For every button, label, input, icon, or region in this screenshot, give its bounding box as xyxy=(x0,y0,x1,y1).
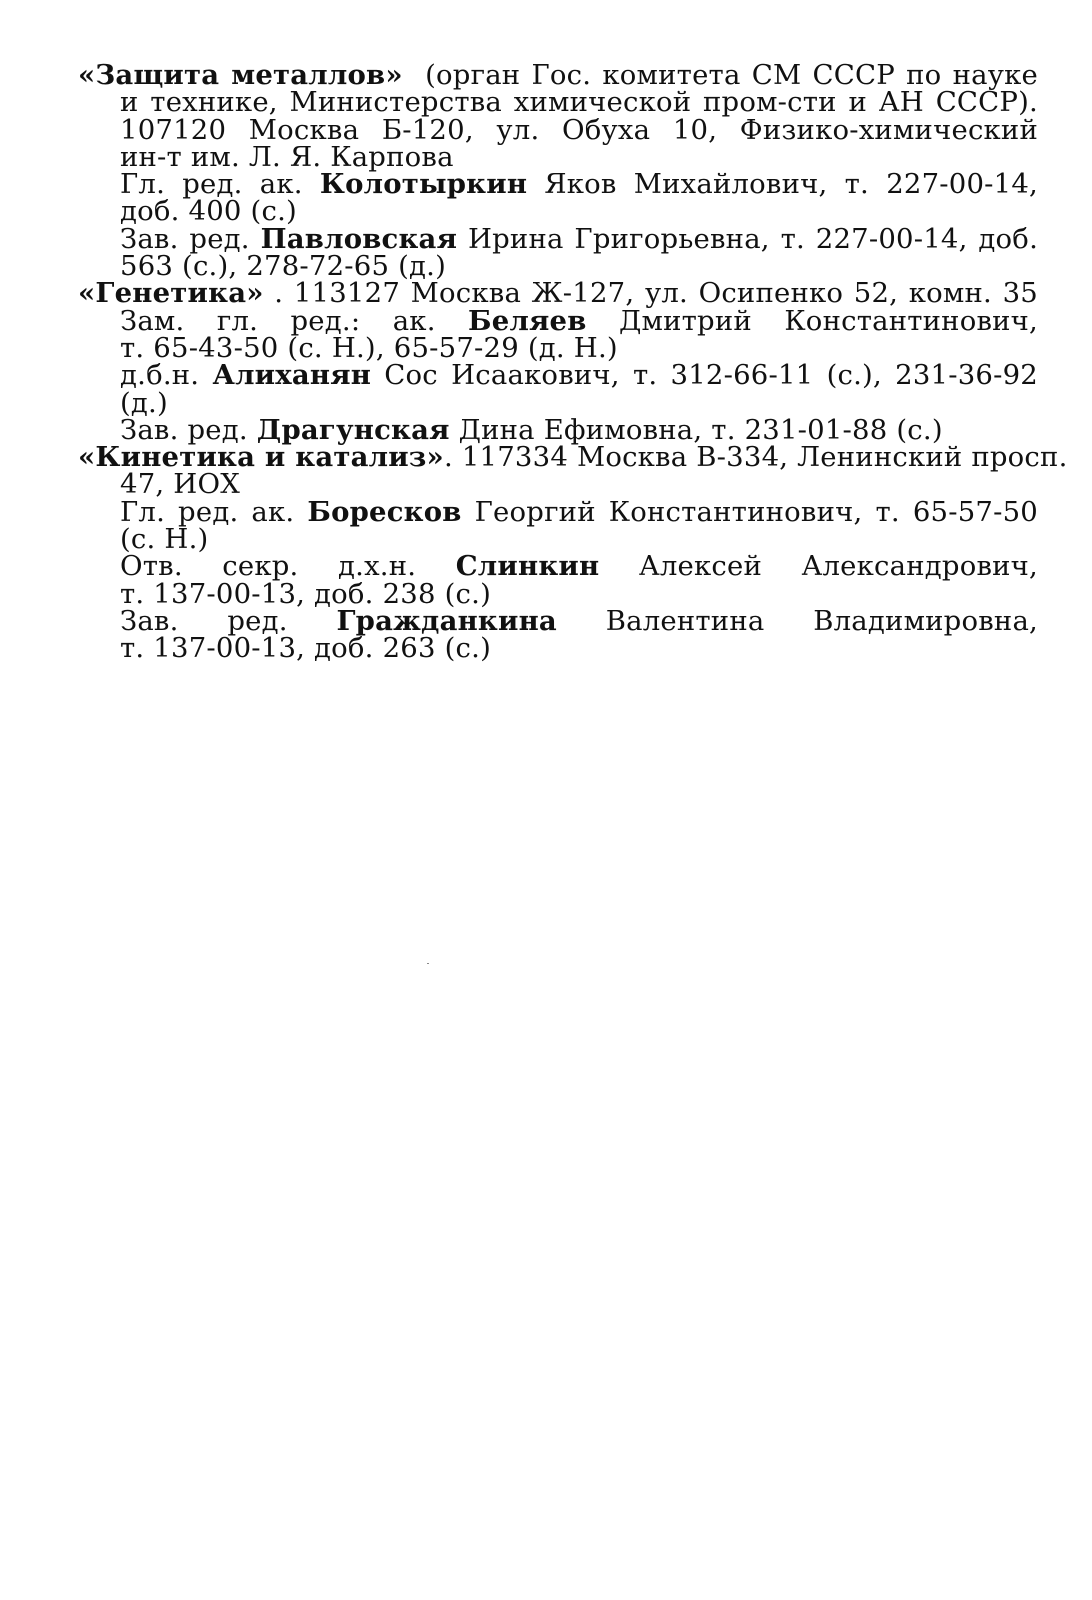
line-text: Гл. ред. ак. xyxy=(120,168,320,201)
entry-kinetika-i-kataliz xyxy=(78,441,1068,665)
line-text: т. 65-43-50 (с. Н.), 65-57-29 (д. Н.) xyxy=(120,331,618,364)
entry-line xyxy=(78,523,1038,556)
line-text: 47, ИОХ xyxy=(120,468,240,501)
line-text: 563 (с.), 278-72-65 (д.) xyxy=(120,250,447,283)
entry-line xyxy=(78,277,1038,310)
line-text: и технике, Министерства химической пром-сти и АН СССР). xyxy=(120,86,1038,119)
entry-line xyxy=(78,250,1038,283)
entry-title: «Генетика» xyxy=(78,277,264,310)
entry-title: «Кинетика и катализ» xyxy=(78,441,444,474)
line-text: 107120 Москва Б-120, ул. Обуха 10, Физико-химический xyxy=(120,113,1038,146)
entry-line xyxy=(78,140,1038,173)
directory-page xyxy=(78,59,1068,665)
line-text: . 113127 Москва Ж-127, ул. Осипенко 52, комн. 35 xyxy=(263,277,1038,310)
entry-zashchita-metallov xyxy=(78,59,1039,283)
person-name: Павловская xyxy=(260,222,458,255)
print-speck xyxy=(427,963,429,964)
line-text: т. 137-00-13, доб. 263 (с.) xyxy=(120,632,491,665)
entry-line xyxy=(78,468,1038,501)
entry-line xyxy=(78,168,1038,201)
line-text: доб. 400 (с.) xyxy=(120,195,297,228)
line-text: Зав. ред. xyxy=(120,413,257,446)
entry-line xyxy=(78,113,1038,146)
entry-genetika xyxy=(78,277,1038,446)
line-text: . 117334 Москва В-334, Ленинский просп. xyxy=(443,441,1068,474)
entry-line xyxy=(78,222,1039,255)
entry-line xyxy=(78,604,1038,637)
person-name: Боресков xyxy=(307,495,462,528)
entry-line xyxy=(78,413,1038,446)
entry-line xyxy=(78,86,1038,119)
line-text: Отв. секр. д.х.н. xyxy=(120,550,456,583)
entry-line xyxy=(78,495,1038,528)
entry-title: «Защита металлов» xyxy=(78,59,403,91)
entry-line xyxy=(78,59,1038,91)
line-text: Зав. ред. xyxy=(120,222,261,255)
line-text: (д.) xyxy=(120,386,168,419)
person-name: Слинкин xyxy=(455,550,600,583)
person-name: Колотыркин xyxy=(319,168,528,201)
line-text: Георгий Константинович, т. 65-57-50 xyxy=(461,495,1038,528)
entry-line xyxy=(78,441,1068,474)
line-text: Зам. гл. ред.: ак. xyxy=(120,304,469,337)
person-name: Драгунская xyxy=(256,413,450,446)
line-text: д.б.н. xyxy=(120,359,213,392)
line-text: Валентина Владимировна, xyxy=(556,604,1038,637)
line-text: (орган Гос. комитета СМ СССР по науке xyxy=(402,59,1038,91)
line-text: Зав. ред. xyxy=(120,604,337,637)
entry-line xyxy=(78,359,1038,392)
entry-line xyxy=(78,386,1038,419)
line-text: Дина Ефимовна, т. 231-01-88 (с.) xyxy=(449,413,943,446)
line-text: Алексей Александрович, xyxy=(599,550,1038,583)
person-name: Алиханян xyxy=(212,359,372,392)
line-text: ин-т им. Л. Я. Карпова xyxy=(120,140,454,173)
person-name: Беляев xyxy=(468,304,587,337)
line-text: Сос Исаакович, т. 312-66-11 (с.), 231-36-92 xyxy=(371,359,1038,392)
line-text: Гл. ред. ак. xyxy=(120,495,308,528)
line-text: (с. Н.) xyxy=(120,523,209,556)
line-text: Яков Михайлович, т. 227-00-14, xyxy=(527,168,1038,201)
entry-line xyxy=(78,577,1038,610)
line-text: Ирина Григорьевна, т. 227-00-14, доб. xyxy=(457,222,1039,255)
line-text: Дмитрий Константинович, xyxy=(586,304,1038,337)
entry-line xyxy=(78,632,1038,665)
entry-line xyxy=(78,331,1038,364)
entry-line xyxy=(78,550,1038,583)
line-text: т. 137-00-13, доб. 238 (с.) xyxy=(120,577,491,610)
entry-line xyxy=(78,304,1038,337)
entry-line xyxy=(78,195,1038,228)
person-name: Гражданкина xyxy=(336,604,557,637)
